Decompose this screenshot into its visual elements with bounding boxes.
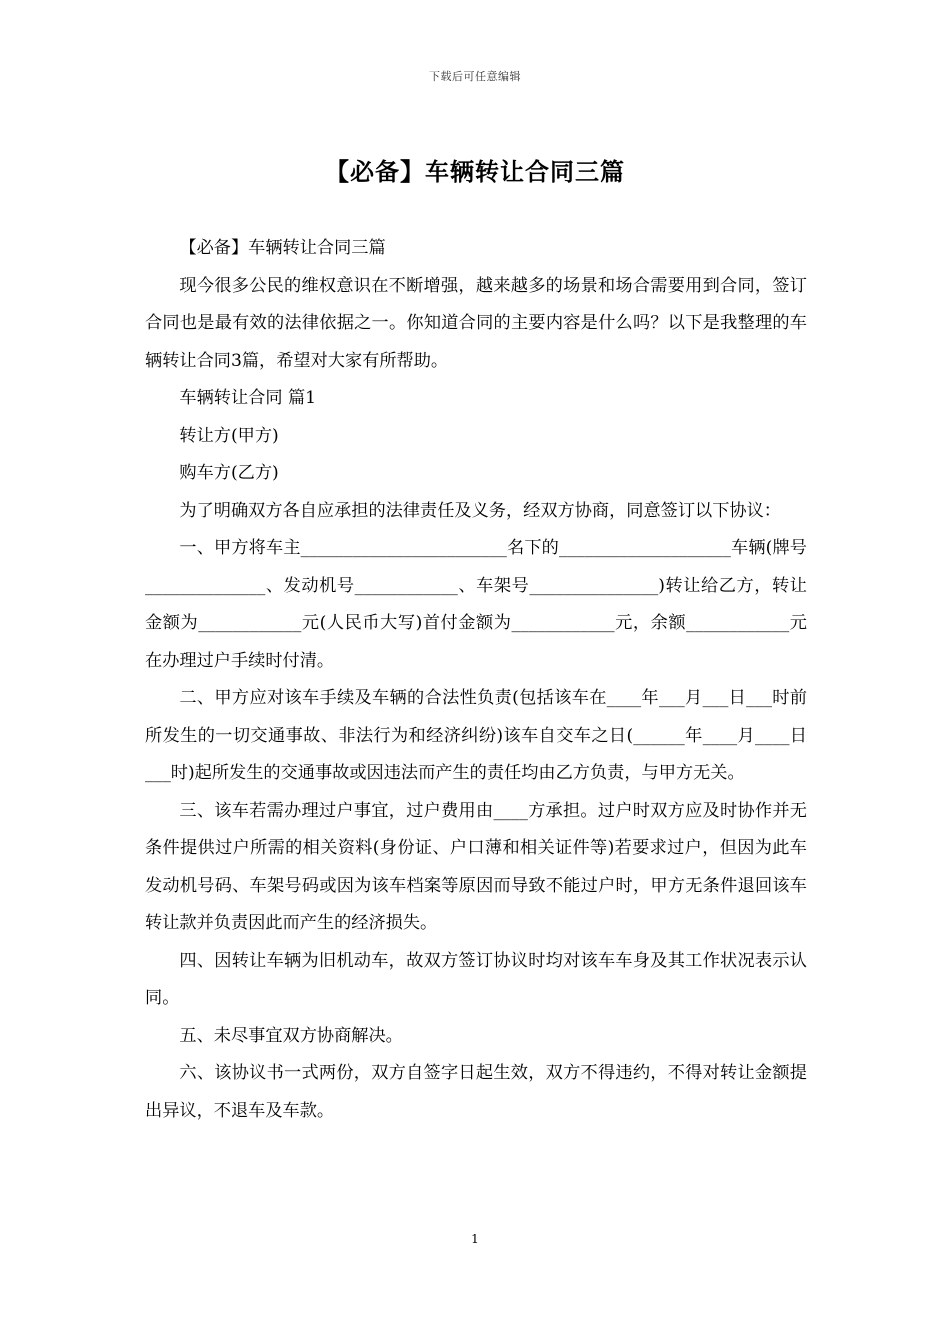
paragraph: 六、该协议书一式两份，双方自签字日起生效，双方不得违约，不得对转让金额提出异议，不退车及车款。 bbox=[145, 1063, 807, 1121]
paragraph: 一、甲方将车主________________________名下的____________________车辆(牌号______________、发动机号____________、车架号_______________)转让给乙方，转让金额为____________元(人民币大写)首付金额为____________元，余额____________元在办理过户手续时付清。 bbox=[145, 538, 807, 671]
paragraph: 四、因转让车辆为旧机动车，故双方签订协议时均对该车车身及其工作状况表示认同。 bbox=[145, 950, 807, 1008]
page-number: 1 bbox=[471, 1232, 479, 1246]
paragraph: 二、甲方应对该车手续及车辆的合法性负责(包括该车在____年___月___日___时前所发生的一切交通事故、非法行为和经济纠纷)该车自交车之日(______年____月____日___时)起所发生的交通事故或因违法而产生的责任均由乙方负责，与甲方无关。 bbox=[145, 688, 807, 783]
paragraph: 三、该车若需办理过户事宜，过户费用由____方承担。过户时双方应及时协作并无条件提供过户所需的相关资料(身份证、户口薄和相关证件等)若要求过户，但因为此车发动机号码、车架号码或因为该车档案等原因而导致不能过户时，甲方无条件退回该车转让款并负责因此而产生的经济损失。 bbox=[145, 800, 807, 933]
paragraph: 转让方(甲方) bbox=[179, 425, 279, 446]
paragraph: 五、未尽事宜双方协商解决。 bbox=[179, 1025, 403, 1046]
document-title: 【必备】车辆转让合同三篇 bbox=[325, 157, 625, 186]
paragraph: 现今很多公民的维权意识在不断增强，越来越多的场景和场合需要用到合同，签订合同也是最有效的法律依据之一。你知道合同的主要内容是什么吗？以下是我整理的车辆转让合同3篇，希望对大家有所帮助。 bbox=[145, 275, 807, 371]
page-header: 下载后可任意编辑 bbox=[429, 70, 521, 83]
paragraph: 车辆转让合同 篇1 bbox=[179, 388, 317, 408]
document-body bbox=[145, 230, 807, 1130]
paragraph: 购车方(乙方) bbox=[179, 463, 279, 483]
paragraph: 为了明确双方各自应承担的法律责任及义务，经双方协商，同意签订以下协议： bbox=[179, 500, 781, 521]
paragraph: 【必备】车辆转让合同三篇 bbox=[179, 238, 386, 258]
